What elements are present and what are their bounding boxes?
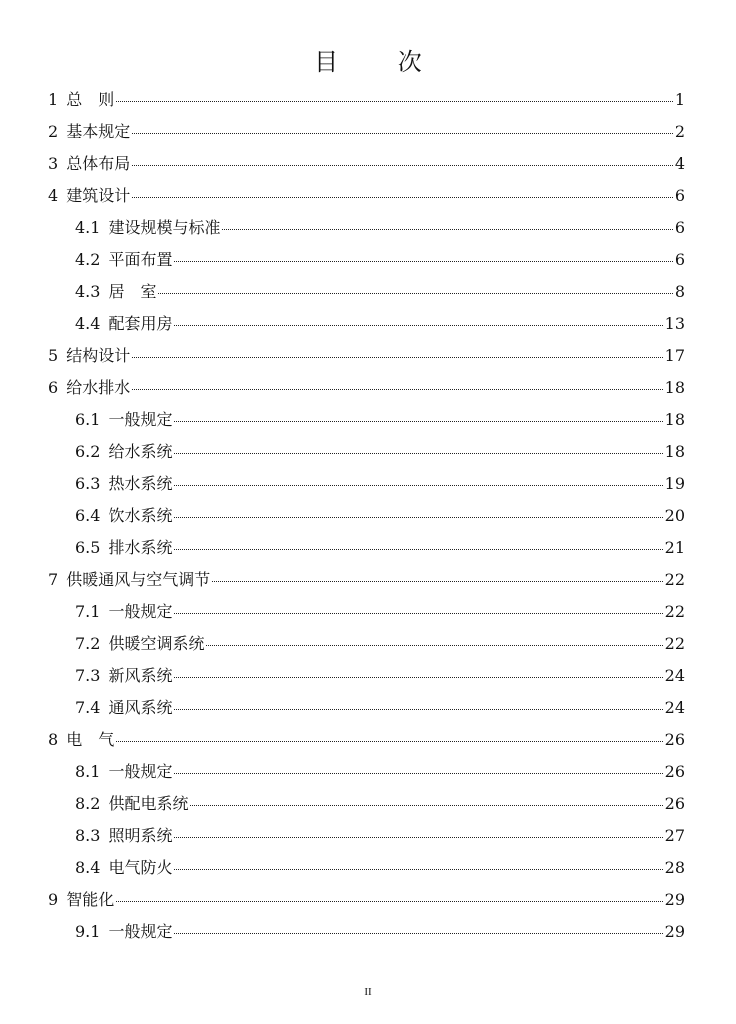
toc-entry-number: 8.1	[75, 762, 101, 781]
toc-entry-label: 一般规定	[108, 922, 173, 941]
toc-entry-page: 22	[664, 634, 685, 653]
toc-entry-page: 8	[674, 282, 685, 301]
toc-entry-label: 配套用房	[108, 314, 173, 333]
toc-entry-number: 8	[48, 730, 59, 749]
toc-entry[interactable]	[48, 404, 685, 436]
toc-entry-label: 建设规模与标准	[108, 218, 221, 237]
toc-entry[interactable]	[48, 788, 685, 820]
dot-leader	[174, 260, 672, 262]
toc-entry-label: 平面布置	[108, 250, 173, 269]
toc-entry-label: 基本规定	[66, 122, 131, 141]
dot-leader	[132, 164, 673, 166]
toc-entry-label: 饮水系统	[108, 506, 173, 525]
toc-entry-number: 4.4	[75, 314, 101, 333]
dot-leader	[132, 196, 673, 198]
dot-leader	[174, 548, 662, 550]
toc-entry-label: 给水系统	[108, 442, 173, 461]
toc-entry-label: 热水系统	[108, 474, 173, 493]
toc-entry-label: 新风系统	[108, 666, 173, 685]
dot-leader	[116, 100, 673, 102]
toc-entry-page: 29	[664, 890, 685, 909]
toc-entry[interactable]	[48, 372, 685, 404]
toc-entry-page: 22	[664, 570, 685, 589]
toc-entry-number: 7.3	[75, 666, 101, 685]
toc-entry[interactable]	[48, 116, 685, 148]
toc-entry[interactable]	[48, 692, 685, 724]
toc-entry-page: 6	[674, 250, 685, 269]
toc-entry-number: 6	[48, 378, 59, 397]
dot-leader	[206, 644, 662, 646]
dot-leader	[174, 484, 662, 486]
toc-entry[interactable]	[48, 500, 685, 532]
toc-entry-label: 一般规定	[108, 410, 173, 429]
toc-entry-page: 24	[664, 666, 685, 685]
page-number: II	[364, 986, 372, 998]
table-of-contents	[48, 84, 685, 948]
toc-entry[interactable]	[48, 628, 685, 660]
toc-entry-number: 6.2	[75, 442, 101, 461]
toc-entry-page: 6	[674, 186, 685, 205]
toc-entry-page: 26	[664, 794, 685, 813]
toc-entry[interactable]	[48, 468, 685, 500]
dot-leader	[174, 836, 662, 838]
dot-leader	[174, 516, 662, 518]
dot-leader	[116, 900, 662, 902]
dot-leader	[222, 228, 672, 230]
toc-entry-number: 8.3	[75, 826, 101, 845]
toc-entry-number: 4.2	[75, 250, 101, 269]
toc-entry-number: 4.3	[75, 282, 101, 301]
toc-entry[interactable]	[48, 244, 685, 276]
toc-entry-page: 20	[664, 506, 685, 525]
toc-entry-number: 6.1	[75, 410, 101, 429]
toc-entry-number: 1	[48, 90, 59, 109]
toc-entry[interactable]	[48, 724, 685, 756]
dot-leader	[132, 356, 662, 358]
toc-entry[interactable]	[48, 532, 685, 564]
toc-entry-page: 21	[664, 538, 685, 557]
dot-leader	[174, 420, 662, 422]
toc-entry-page: 28	[664, 858, 685, 877]
toc-entry-number: 2	[48, 122, 59, 141]
page-title: 目 次	[314, 48, 448, 76]
toc-entry-page: 13	[664, 314, 685, 333]
toc-entry-label: 给水排水	[66, 378, 131, 397]
toc-entry[interactable]	[48, 148, 685, 180]
dot-leader	[212, 580, 662, 582]
toc-entry-page: 27	[664, 826, 685, 845]
toc-entry-number: 4	[48, 186, 59, 205]
toc-entry-label: 一般规定	[108, 602, 173, 621]
toc-entry-label: 供暖空调系统	[108, 634, 205, 653]
dot-leader	[116, 740, 662, 742]
toc-entry-page: 22	[664, 602, 685, 621]
toc-entry-label: 结构设计	[66, 346, 131, 365]
toc-entry-page: 18	[664, 410, 685, 429]
toc-entry-number: 7.2	[75, 634, 101, 653]
toc-entry-page: 26	[664, 730, 685, 749]
toc-entry-label: 排水系统	[108, 538, 173, 557]
toc-entry[interactable]	[48, 340, 685, 372]
toc-entry-label: 智能化	[66, 890, 115, 909]
toc-entry[interactable]	[48, 852, 685, 884]
toc-entry[interactable]	[48, 436, 685, 468]
toc-entry-number: 9.1	[75, 922, 101, 941]
toc-entry-page: 17	[664, 346, 685, 365]
dot-leader	[174, 324, 662, 326]
toc-entry[interactable]	[48, 884, 685, 916]
dot-leader	[174, 676, 662, 678]
toc-entry-number: 9	[48, 890, 59, 909]
toc-entry-page: 29	[664, 922, 685, 941]
toc-entry-label: 通风系统	[108, 698, 173, 717]
toc-entry[interactable]	[48, 180, 685, 212]
toc-entry[interactable]	[48, 84, 685, 116]
toc-entry-number: 7.4	[75, 698, 101, 717]
toc-entry[interactable]	[48, 308, 685, 340]
toc-entry-label: 居 室	[108, 282, 157, 301]
toc-entry-page: 2	[674, 122, 685, 141]
toc-entry-number: 3	[48, 154, 59, 173]
dot-leader	[132, 132, 673, 134]
toc-entry-number: 4.1	[75, 218, 101, 237]
toc-entry[interactable]	[48, 212, 685, 244]
dot-leader	[174, 612, 662, 614]
toc-entry-label: 照明系统	[108, 826, 173, 845]
dot-leader	[174, 932, 662, 934]
toc-entry-page: 6	[674, 218, 685, 237]
dot-leader	[174, 708, 662, 710]
toc-entry-page: 19	[664, 474, 685, 493]
toc-entry[interactable]	[48, 596, 685, 628]
dot-leader	[174, 772, 662, 774]
toc-entry-number: 6.3	[75, 474, 101, 493]
toc-entry-page: 1	[674, 90, 685, 109]
dot-leader	[158, 292, 672, 294]
toc-entry-label: 总体布局	[66, 154, 131, 173]
toc-entry[interactable]	[48, 820, 685, 852]
toc-entry-label: 供配电系统	[108, 794, 189, 813]
toc-entry[interactable]	[48, 916, 685, 948]
toc-entry-page: 26	[664, 762, 685, 781]
toc-entry-page: 18	[664, 378, 685, 397]
toc-entry-label: 建筑设计	[66, 186, 131, 205]
toc-entry-number: 7.1	[75, 602, 101, 621]
toc-entry-page: 24	[664, 698, 685, 717]
toc-entry[interactable]	[48, 660, 685, 692]
toc-entry-number: 7	[48, 570, 59, 589]
dot-leader	[190, 804, 662, 806]
toc-entry-label: 一般规定	[108, 762, 173, 781]
toc-entry-number: 8.4	[75, 858, 101, 877]
toc-entry-label: 电 气	[66, 730, 115, 749]
toc-entry-label: 总 则	[66, 90, 115, 109]
toc-entry-label: 供暖通风与空气调节	[66, 570, 211, 589]
toc-entry-page: 18	[664, 442, 685, 461]
toc-entry[interactable]	[48, 756, 685, 788]
toc-entry-number: 5	[48, 346, 59, 365]
toc-entry[interactable]	[48, 276, 685, 308]
dot-leader	[174, 868, 662, 870]
toc-entry-number: 6.5	[75, 538, 101, 557]
toc-entry-number: 6.4	[75, 506, 101, 525]
dot-leader	[174, 452, 662, 454]
dot-leader	[132, 388, 662, 390]
toc-entry[interactable]	[48, 564, 685, 596]
toc-entry-page: 4	[674, 154, 685, 173]
toc-entry-label: 电气防火	[108, 858, 173, 877]
toc-entry-number: 8.2	[75, 794, 101, 813]
